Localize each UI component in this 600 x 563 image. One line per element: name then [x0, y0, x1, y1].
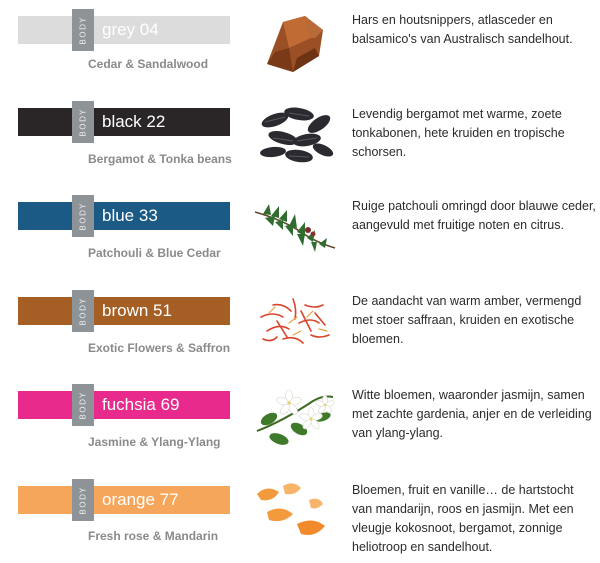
- scent-subtitle: Bergamot & Tonka beans: [88, 152, 232, 166]
- scent-subtitle: Cedar & Sandalwood: [88, 57, 209, 71]
- band-label: black 22: [102, 112, 166, 131]
- color-band: [18, 16, 230, 44]
- scent-subtitle: Exotic Flowers & Saffron: [88, 341, 231, 355]
- band-label: orange 77: [102, 490, 179, 509]
- scent-description: Hars en houtsnippers, atlasceder en balsamico's van Australisch sandelhout.: [352, 13, 573, 46]
- fragrance-row-orange-77: [0, 470, 600, 562]
- jasmine-flowers-icon: [253, 381, 337, 449]
- cedar-sprig-icon: [253, 192, 337, 260]
- body-tab: [72, 195, 94, 237]
- color-band: [18, 297, 230, 325]
- scent-subtitle: Fresh rose & Mandarin: [88, 529, 219, 543]
- fragrance-row-blue-33: [0, 186, 600, 278]
- scent-subtitle: Patchouli & Blue Cedar: [88, 246, 221, 260]
- body-tab: [72, 9, 94, 51]
- color-band: [18, 202, 230, 230]
- scent-description: Bloemen, fruit en vanille… de hartstocht van mandarijn, roos en jasmijn. Met een vleugje kokosnoot, bergamot, zonnige heliotroop en sandelhout.: [352, 483, 574, 554]
- tonka-beans-icon: [253, 98, 337, 166]
- band-label: blue 33: [102, 206, 158, 225]
- fragrance-row-brown-51: [0, 281, 600, 373]
- color-band: [18, 486, 230, 514]
- scent-description: Levendig bergamot met warme, zoete tonkabonen, hete kruiden en tropische schorsen.: [352, 107, 565, 159]
- color-band: [18, 391, 230, 419]
- scent-description: De aandacht van warm amber, vermengd met stoer saffraan, kruiden en exotische bloemen.: [352, 294, 582, 346]
- body-tab-text: BODY: [78, 201, 88, 231]
- body-tab-text: BODY: [78, 107, 88, 137]
- fragrance-row-black-22: [0, 92, 600, 184]
- scent-description: Ruige patchouli omringd door blauwe ceder, aangevuld met fruitige noten en citrus.: [352, 199, 596, 232]
- fragrance-row-fuchsia-69: [0, 375, 600, 467]
- color-band: [18, 108, 230, 136]
- body-tab: [72, 290, 94, 332]
- scent-subtitle: Jasmine & Ylang-Ylang: [88, 435, 221, 449]
- rose-petals-icon: [253, 476, 337, 544]
- body-tab-text: BODY: [78, 296, 88, 326]
- body-tab-text: BODY: [78, 15, 88, 45]
- body-tab: [72, 384, 94, 426]
- sandalwood-chips-icon: [253, 8, 337, 76]
- body-tab: [72, 101, 94, 143]
- scent-description: Witte bloemen, waaronder jasmijn, samen met zachte gardenia, anjer en de verleiding van ylang-ylang.: [352, 388, 592, 440]
- saffron-threads-icon: [253, 287, 337, 355]
- body-tab-text: BODY: [78, 485, 88, 515]
- band-label: brown 51: [102, 301, 172, 320]
- body-tab: [72, 479, 94, 521]
- band-label: fuchsia 69: [102, 395, 180, 414]
- body-tab-text: BODY: [78, 390, 88, 420]
- fragrance-row-grey-04: [0, 0, 600, 92]
- band-label: grey 04: [102, 20, 159, 39]
